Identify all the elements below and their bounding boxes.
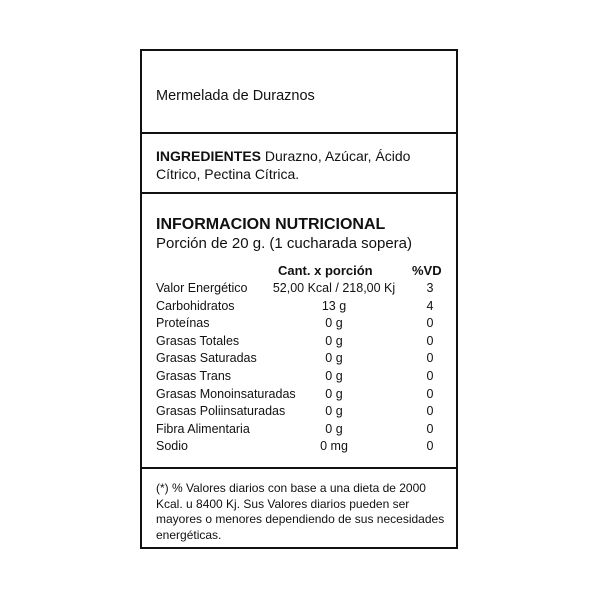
nutrient-name: Sodio: [156, 439, 188, 454]
ingredients-text: Durazno, Azúcar, Ácido Cítrico, Pectina Cítrica.: [156, 148, 411, 182]
nutrient-amount: 0 g: [325, 316, 343, 331]
nutrient-row: [156, 334, 446, 352]
nutrient-name: Grasas Poliinsaturadas: [156, 404, 286, 419]
nutrient-dv: 0: [426, 439, 434, 454]
nutrient-amount: 52,00 Kcal / 218,00 Kj: [272, 281, 396, 295]
nutrient-dv: 4: [426, 298, 434, 313]
nutrient-amount: 0 g: [325, 386, 343, 401]
nutrient-dv: 3: [426, 281, 434, 295]
nutrient-name: Fibra Alimentaria: [156, 421, 250, 436]
nutrient-amount: 0 g: [325, 404, 343, 419]
nutrient-amount: 0 g: [325, 421, 343, 436]
divider: [142, 467, 456, 469]
nutrient-row: [156, 299, 446, 317]
divider: [142, 192, 456, 194]
nutrient-name: Grasas Totales: [156, 333, 240, 348]
nutrient-name: Grasas Trans: [156, 368, 232, 383]
ingredients-section: [156, 147, 448, 183]
nutrient-name: Carbohidratos: [156, 298, 235, 313]
nutrient-name: Grasas Monoinsaturadas: [156, 386, 296, 401]
nutrient-amount: 0 mg: [320, 439, 348, 454]
nutrient-name: Grasas Saturadas: [156, 351, 257, 366]
nutrient-row: [156, 404, 446, 422]
nutrient-name: Proteínas: [156, 316, 210, 331]
nutrition-title: INFORMACION NUTRICIONAL: [156, 216, 386, 233]
nutrient-dv: 0: [426, 368, 434, 383]
nutrient-name: Valor Energético: [156, 281, 248, 295]
nutrient-row: [156, 369, 446, 387]
divider: [142, 132, 456, 134]
column-header-dv: %VD: [412, 263, 442, 278]
nutrient-dv: 0: [426, 316, 434, 331]
nutrient-row: [156, 316, 446, 334]
nutrient-row: [156, 422, 446, 440]
nutrient-dv: 0: [426, 386, 434, 401]
nutrient-row: [156, 439, 446, 457]
nutrition-table: [156, 281, 446, 457]
nutrient-amount: 0 g: [325, 351, 343, 366]
footnote: (*) % Valores diarios con base a una dieta de 2000 Kcal. u 8400 Kj. Sus Valores diarios pueden ser mayores o menores dependiendo de sus necesidades energéticas.: [156, 481, 445, 542]
nutrient-row: [156, 387, 446, 405]
ingredients-heading: INGREDIENTES: [156, 148, 262, 164]
nutrient-dv: 0: [426, 421, 434, 436]
nutrient-amount: 0 g: [325, 333, 343, 348]
nutrient-dv: 0: [426, 351, 434, 366]
product-name: Mermelada de Duraznos: [156, 88, 315, 104]
column-header-amount: Cant. x porción: [278, 263, 373, 278]
nutrient-row: [156, 351, 446, 369]
nutrition-label: [140, 49, 458, 549]
nutrient-row: [156, 281, 446, 299]
nutrient-dv: 0: [426, 333, 434, 348]
nutrient-amount: 13 g: [321, 298, 347, 313]
nutrient-amount: 0 g: [325, 368, 343, 383]
serving-size: Porción de 20 g. (1 cucharada sopera): [156, 235, 412, 252]
nutrient-dv: 0: [426, 404, 434, 419]
